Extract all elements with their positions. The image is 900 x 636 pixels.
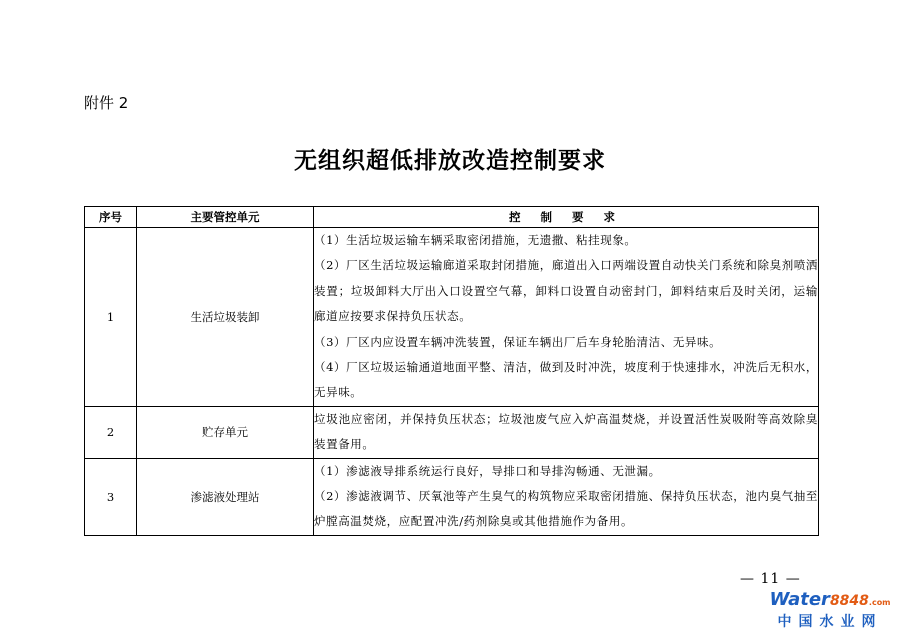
row-number: 1 [85,228,137,407]
header-requirement-cell [314,207,819,228]
header-unit: 主要管控单元 [137,207,314,228]
requirement-item: （3）厂区内应设置车辆冲洗装置，保证车辆出厂后车身轮胎清洁、无异味。 [314,334,722,349]
table-row [85,228,819,407]
row-unit: 渗滤液处理站 [137,458,314,535]
requirement-item: （2）厂区生活垃圾运输廊道采取封闭措施，廊道出入口两端设置自动快关门系统和除臭剂喷洒装置；垃圾卸料大厅出入口设置空气幕，卸料口设置自动密封门，卸料结束后及时关闭，运输廊道应按要求保持负压状态。 [314,258,819,324]
table-row [85,458,819,535]
site-watermark [768,590,892,631]
watermark-number: 8848 [829,593,869,609]
row-unit: 生活垃圾装卸 [137,228,314,407]
requirement-item: （1）生活垃圾运输车辆采取密闭措施，无遗撒、粘挂现象。 [314,233,637,247]
watermark-logo [768,590,892,613]
requirement-item: （4）厂区垃圾运输通道地面平整、清洁，做到及时冲洗，坡度利于快速排水，冲洗后无积水，无异味。 [314,360,819,400]
page-number: — 11 — [740,571,801,587]
watermark-suffix: .com [868,598,891,607]
requirement-item: （1）渗滤液导排系统运行良好，导排口和导排沟畅通、无泄漏。 [314,463,661,478]
requirements-table [84,206,819,536]
row-requirements [314,228,819,407]
watermark-chinese: 中国水业网 [777,614,883,630]
header-requirement: 控 制 要 求 [508,210,623,224]
requirement-item: 垃圾池应密闭，并保持负压状态；垃圾池废气应入炉高温焚烧，并设置活性炭吸附等高效除臭装置备用。 [314,411,818,452]
table-row [85,406,819,458]
document-title: 无组织超低排放改造控制要求 [294,148,606,174]
row-requirements [314,406,819,458]
header-no: 序号 [85,207,137,228]
watermark-word: Water [769,589,830,610]
row-requirements [314,458,819,535]
row-number: 3 [85,458,137,535]
row-number: 2 [85,406,137,458]
table-header-row [85,207,819,228]
requirement-item: （2）渗滤液调节、厌氧池等产生臭气的构筑物应采取密闭措施、保持负压状态，池内臭气抽至炉膛高温焚烧，应配置冲洗/药剂除臭或其他措施作为备用。 [314,489,819,529]
row-unit: 贮存单元 [137,406,314,458]
attachment-label: 附件 2 [84,94,129,112]
